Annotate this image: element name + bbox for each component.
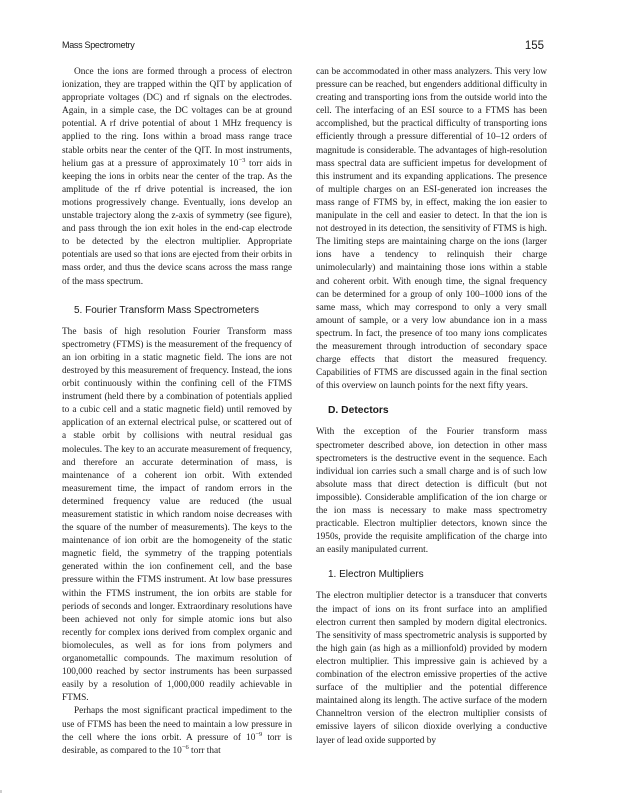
running-header (62, 40, 544, 54)
scan-edge-mark (0, 790, 2, 793)
section-heading-electron-multipliers: 1. Electron Multipliers (328, 569, 424, 581)
paragraph-ftms-basis: The basis of high resolution Fourier Transform mass spectrometry (FTMS) is the measurement of the frequency of an ion orbiting in a static magnetic field. The ions are not destroyed by this measurement of frequency. Instead, the ions orbit continuously within the confining cell of the FTMS instrument (held there by a combination of potentials applied to a cubic cell and a static magnetic field) until removed by application of an external electrical pulse, or scattered out of a stable orbit by collisions with neutral residual gas molecules. The key to an accurate measurement of frequency, and therefore an accurate determination of mass, is maintenance of a coherent ion orbit. With extended measurement time, the impact of random errors in the determined frequency value are reduced (the usual measurement statistic in which random noise decreases with the square of the number of measurements). The keys to the maintenance of ion orbit are the homogeneity of the static magnetic field, the symmetry of the trapping potentials generated within the ion confinement cell, and the base pressure within the FTMS instrument. At low base pressures within the FTMS instrument, the ion orbits are stable for periods of seconds and longer. Extraordinary resolutions have been achieved not only for simple atomic ions but also recently for complex ions derived from complex organic and biomolecules, as well as for ions from polymers and organometallic compounds. The maximum resolution of 100,000 reached by sector instruments has been surpassed easily by a resolution of 1,000,000 readily achievable in FTMS. (62, 326, 292, 704)
section-heading-detectors: D. Detectors (328, 405, 389, 417)
paragraph-detectors: With the exception of the Fourier transform mass spectrometer described above, ion detection in other mass spectrometers is the destructive event in the sequence. Each individual ion carries such a small charge and is of such low absolute mass that direct detection is difficult (but not impossible). Considerable amplification of the ion charge or the ion mass is necessary to make mass spectrometry practicable. Electron multiplier detectors, known since the 1950s, provide the requisite amplification of the charge into an easily manipulated current. (316, 427, 547, 556)
section-heading-fourier-transform: 5. Fourier Transform Mass Spectrometers (74, 304, 260, 316)
right-column (316, 66, 547, 748)
paragraph-ftms-pressure: Perhaps the most significant practical impediment to the use of FTMS has been the need to maintain a low pressure in the cell where the ions orbit. A pressure of $10^{-9}$ torr is desirable, as compared to the $10^{-6}$ torr that (62, 706, 292, 756)
paragraph-qit-operation: Once the ions are formed through a process of electron ionization, they are trapped within the QIT by application of appropriate voltages (DC) and rf signals on the electrodes. Again, in a simple case, the DC voltages can be at ground potential. A rf drive potential of about 1 MHz frequency is applied to the ring. Ions within a broad mass range trace stable orbits near the center of the QIT. In most instruments, helium gas at a pressure of approximately $10^{-3}$ torr aids in keeping the ions in orbits near the center of the trap. As the amplitude of the rf drive potential is increased, the ion motions progressively change. Eventually, ions develop an unstable trajectory along the z-axis of symmetry (see figure), and pass through the ion exit holes in the end-cap electrode to be detected by the electron multiplier. Appropriate potentials are used so that ions are ejected from their orbits in mass order, and thus the device scans across the mass range of the mass spectrum. (62, 67, 292, 287)
left-column (62, 66, 292, 758)
running-title: Mass Spectrometry (62, 40, 135, 50)
page-number: 155 (524, 40, 544, 52)
paragraph-ftms-continued: can be accommodated in other mass analyzers. This very low pressure can be reached, but engenders additional difficulty in creating and transporting ions from the outside world into the cell. The interfacing of an ESI source to a FTMS has been accomplished, but the practical difficulty of transporting ions efficiently through a pressure differential of 10–12 orders of magnitude is considerable. The advantages of high-resolution mass spectral data are sufficient impetus for development of this instrument and its expanding applications. The presence of multiple charges on an ESI-generated ion increases the mass range of FTMS by, in effect, making the ion easier to manipulate in the cell and easier to detect. In that the ion is not destroyed in its detection, the sensitivity of FTMS is high. The limiting steps are maintaining charge on the ions (larger ions have a tendency to relinquish their charge unimolecularly) and maintaining those ions within a stable and coherent orbit. With enough time, the signal frequency can be determined for a group of only 100–1000 ions of the same mass, which may correspond to only a very small amount of sample, or a very low abundance ion in a mass spectrum. In fact, the presence of too many ions complicates the measurement through introduction of secondary space charge effects that distort the measured frequency. Capabilities of FTMS are discussed again in the final section of this overview on launch points for the next fifty years. (316, 67, 547, 392)
paragraph-electron-multipliers: The electron multiplier detector is a transducer that converts the impact of ions on its front surface into an amplified electron current then sampled by modern digital electronics. The sensitivity of mass spectrometric analysis is supported by the high gain (as high as a millionfold) provided by modern electron multiplier. This impressive gain is achieved by a combination of the electron emissive properties of the active surface of the multiplier and the potential difference maintained along its length. The active surface of the modern Channeltron version of the electron multiplier consists of emissive layers of silicon dioxide overlying a conductive layer of lead oxide supported by (316, 591, 547, 746)
